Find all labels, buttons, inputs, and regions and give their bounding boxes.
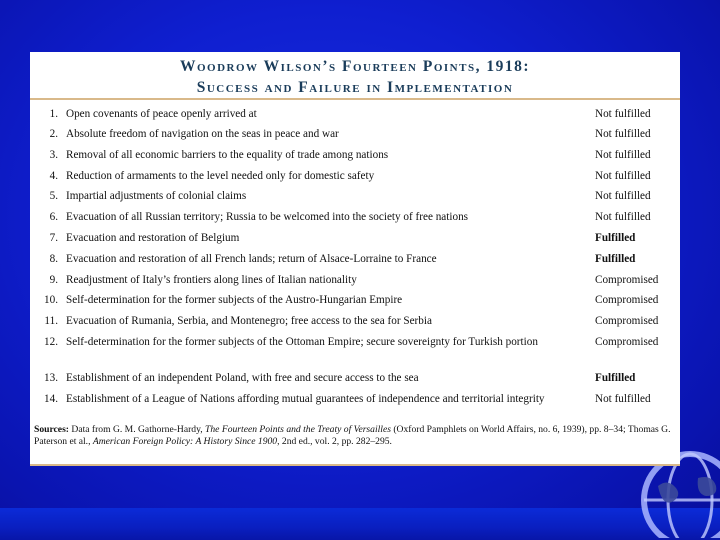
point-number: 13. bbox=[44, 372, 58, 384]
point-status: Not fulfilled bbox=[595, 108, 651, 120]
point-status: Not fulfilled bbox=[595, 149, 651, 161]
point-text: Evacuation of Rumania, Serbia, and Montenegro; free access to the sea for Serbia bbox=[66, 315, 432, 327]
point-status: Not fulfilled bbox=[595, 190, 651, 202]
sources-part-1: Data from G. M. Gathorne-Hardy, bbox=[69, 424, 206, 435]
point-status: Fulfilled bbox=[595, 232, 636, 244]
point-number: 10. bbox=[44, 294, 58, 306]
point-number: 4. bbox=[49, 170, 58, 182]
title-line-1: Woodrow Wilson’s Fourteen Points, 1918: bbox=[179, 58, 530, 75]
point-number: 8. bbox=[49, 253, 58, 265]
point-status: Not fulfilled bbox=[595, 211, 651, 223]
point-text: Removal of all economic barriers to the equality of trade among nations bbox=[66, 149, 389, 161]
title-line-2: Success and Failure in Implementation bbox=[196, 79, 514, 96]
sources-note bbox=[34, 424, 678, 448]
sources-part-3: , 2nd ed., vol. 2, pp. 282–295. bbox=[277, 436, 392, 447]
point-number: 7. bbox=[49, 232, 58, 244]
point-number: 12. bbox=[44, 336, 58, 348]
point-number: 11. bbox=[44, 315, 58, 327]
point-number: 6. bbox=[49, 211, 58, 223]
sources-book-1: The Fourteen Points and the Treaty of Versailles bbox=[205, 424, 391, 435]
point-status: Not fulfilled bbox=[595, 170, 651, 182]
point-number: 9. bbox=[49, 274, 58, 286]
point-status: Compromised bbox=[595, 336, 659, 348]
title-divider bbox=[30, 98, 680, 100]
point-number: 2. bbox=[49, 128, 58, 140]
point-status: Not fulfilled bbox=[595, 128, 651, 140]
bottom-band bbox=[0, 508, 720, 540]
point-text: Reduction of armaments to the level needed only for domestic safety bbox=[66, 170, 375, 182]
point-number: 1. bbox=[49, 108, 58, 120]
point-text: Self-determination for the former subjects of the Austro-Hungarian Empire bbox=[66, 294, 403, 306]
point-status: Fulfilled bbox=[595, 372, 636, 384]
sources-part-2: (Oxford Pamphlets on World Affairs, no. 6, 1939), pp. 8–34; Thomas G. Paterson et al., bbox=[34, 424, 671, 447]
point-text: Open covenants of peace openly arrived at bbox=[66, 108, 257, 120]
point-number: 3. bbox=[49, 149, 58, 161]
point-text: Readjustment of Italy’s frontiers along lines of Italian nationality bbox=[66, 274, 357, 286]
fourteen-points-table-card bbox=[30, 52, 680, 466]
point-text: Establishment of a League of Nations affording mutual guarantees of independence and territorial integrity bbox=[66, 393, 545, 405]
point-text: Establishment of an independent Poland, with free and secure access to the sea bbox=[66, 372, 419, 384]
point-number: 14. bbox=[44, 393, 58, 405]
point-status: Compromised bbox=[595, 274, 659, 286]
point-text: Absolute freedom of navigation on the seas in peace and war bbox=[66, 128, 339, 140]
point-status: Compromised bbox=[595, 294, 659, 306]
point-text: Impartial adjustments of colonial claims bbox=[66, 190, 247, 202]
point-text: Evacuation of all Russian territory; Russia to be welcomed into the society of free nations bbox=[66, 211, 469, 223]
point-text: Self-determination for the former subjects of the Ottoman Empire; secure sovereignty for Turkish portion bbox=[66, 336, 538, 348]
point-status: Fulfilled bbox=[595, 253, 636, 265]
sources-label: Sources: bbox=[34, 424, 69, 435]
point-text: Evacuation and restoration of all French lands; return of Alsace-Lorraine to France bbox=[66, 253, 437, 265]
sources-book-2: American Foreign Policy: A History Since 1900 bbox=[92, 436, 278, 447]
point-status: Not fulfilled bbox=[595, 393, 651, 405]
point-text: Evacuation and restoration of Belgium bbox=[66, 232, 240, 244]
point-status: Compromised bbox=[595, 315, 659, 327]
page-title bbox=[30, 56, 680, 98]
point-number: 5. bbox=[49, 190, 58, 202]
